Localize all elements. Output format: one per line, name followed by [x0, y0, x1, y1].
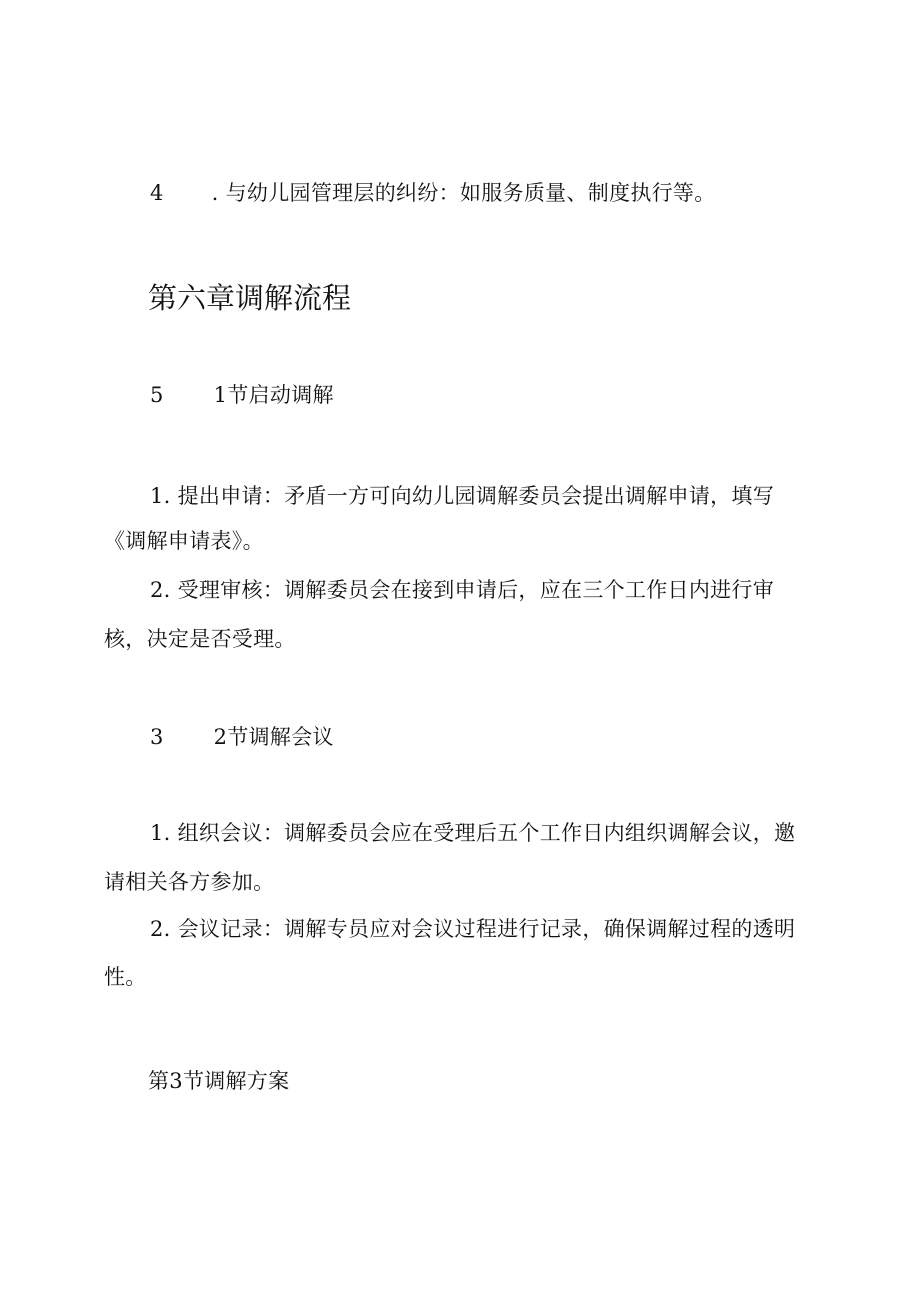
section-heading-3: 第3节调解方案 — [148, 1069, 290, 1093]
paragraph-4-line-1 — [150, 915, 795, 943]
section-title: 1节启动调解 — [213, 383, 334, 407]
section-number: 3 — [150, 725, 164, 749]
paragraph-text: . 会议记录：调解专员应对会议过程进行记录，确保调解过程的透明 — [163, 917, 796, 941]
section-heading-1 — [150, 381, 334, 409]
paragraph-1-line-2: 《调解申请表》。 — [104, 529, 264, 553]
paragraph-number: 1 — [150, 484, 164, 508]
section-number: 5 — [150, 383, 164, 407]
paragraph-text: . 组织会议：调解委员会应在受理后五个工作日内组织调解会议，邀 — [163, 821, 796, 845]
list-item-4 — [150, 179, 716, 207]
list-item-text: . 与幼儿园管理层的纠纷：如服务质量、制度执行等。 — [211, 181, 716, 205]
section-heading-2 — [150, 723, 334, 751]
paragraph-number: 1 — [150, 821, 164, 845]
chapter-title: 第六章调解流程 — [148, 281, 352, 315]
paragraph-text: . 提出申请：矛盾一方可向幼儿园调解委员会提出调解申请，填写 — [163, 484, 775, 508]
list-number: 4 — [150, 181, 164, 205]
paragraph-3-line-2: 请相关各方参加。 — [104, 870, 275, 894]
paragraph-2-line-1 — [150, 576, 774, 604]
paragraph-4-line-2: 性。 — [104, 965, 147, 989]
paragraph-1-line-1 — [150, 482, 774, 510]
paragraph-number: 2 — [150, 917, 164, 941]
paragraph-3-line-1 — [150, 819, 795, 847]
paragraph-2-line-2: 核，决定是否受理。 — [104, 627, 296, 651]
paragraph-text: . 受理审核：调解委员会在接到申请后，应在三个工作日内进行审 — [163, 578, 775, 602]
paragraph-number: 2 — [150, 578, 164, 602]
section-title: 2节调解会议 — [213, 725, 334, 749]
